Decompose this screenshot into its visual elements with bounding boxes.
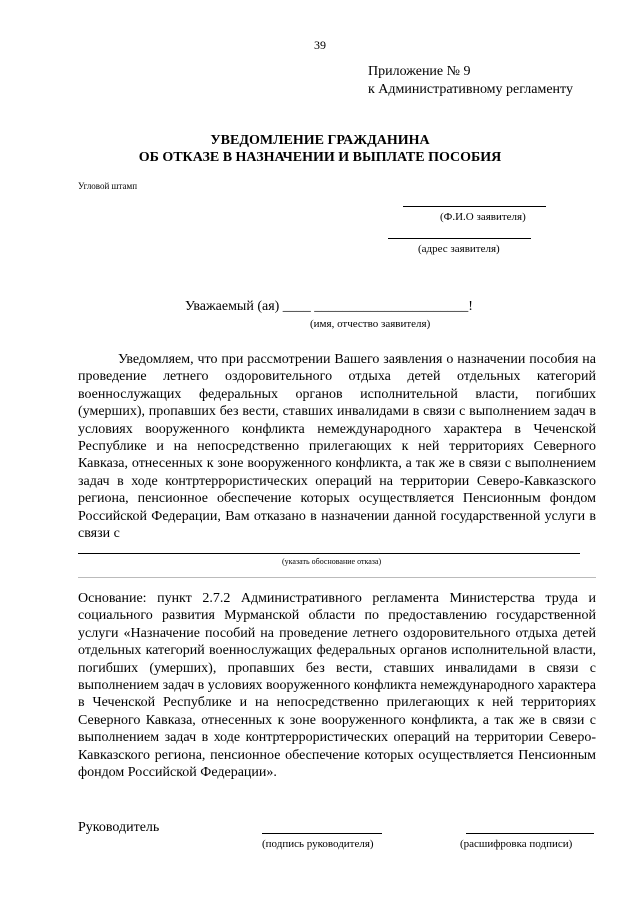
applicant-address-caption: (адрес заявителя) [418, 243, 500, 255]
page-number: 39 [314, 38, 326, 52]
reason-line-1 [78, 553, 580, 554]
signature-decoding-caption: (расшифровка подписи) [460, 838, 573, 850]
greeting-caption: (имя, отчество заявителя) [310, 318, 431, 330]
reason-line-2 [78, 577, 596, 578]
document-title [0, 132, 640, 166]
applicant-name-line [403, 206, 546, 207]
signatory-label: Руководитель [78, 820, 160, 835]
reason-caption: (указать обоснование отказа) [282, 557, 382, 566]
title-line-1: УВЕДОМЛЕНИЕ ГРАЖДАНИНА [210, 133, 430, 148]
applicant-address-line [388, 238, 531, 239]
signature-caption: (подпись руководителя) [262, 838, 374, 850]
title-line-2: ОБ ОТКАЗЕ В НАЗНАЧЕНИИ И ВЫПЛАТЕ ПОСОБИЯ [138, 150, 502, 165]
signature-decoding-line [466, 833, 594, 834]
applicant-name-caption: (Ф.И.О заявителя) [440, 211, 526, 223]
appendix-line-1: Приложение № 9 [368, 64, 471, 79]
appendix-line-2: к Административному регламенту [368, 82, 573, 97]
notice-paragraph-block [78, 351, 596, 542]
basis-paragraph-block [78, 590, 596, 781]
signature-line [262, 833, 382, 834]
basis-paragraph: Основание: пункт 2.7.2 Административного регламента Министерства труда и социального развития Мурманской области по предоставлению государственной услуги «Назначение пособий на проведение летнего оздоровительного отдыха детей отдельных категорий военнослужащих федеральных органов исполнительной власти, погибших (умерших), пропавших без вести, ставших инвалидами в связи с выполнением задач в условиях вооруженного конфликта немеждународного характера в Чеченской Республике и на непосредственно прилегающих к ней территориях Северного Кавказа, отнесенных к зоне вооруженного конфликта, а так же в связи с выполнением задач в ходе контртеррористических операций на территории Северо-Кавказского региона, пенсионное обеспечение которых осуществляется Пенсионным фондом Российской Федерации». [78, 591, 596, 781]
notice-paragraph: Уведомляем, что при рассмотрении Вашего заявления о назначении пособия на проведение летнего оздоровительного отдыха детей отдельных категорий военнослужащих федеральных органов исполнительной власти, погибших (умерших), пропавших без вести, ставших инвалидами в связи с выполнением задач в условиях вооруженного конфликта немеждународного характера в Чеченской Республике и на непосредственно прилегающих к ней территориях Северного Кавказа, отнесенных к зоне вооруженного конфликта, а так же в связи с выполнением задач в ходе контртеррористических операций на территории Северо-Кавказского региона, пенсионное обеспечение которых осуществляется Пенсионным фондом Российской Федерации, Вам отказано в назначении данной государственной услуги в связи с [78, 352, 596, 542]
appendix-reference [368, 63, 573, 99]
corner-stamp-label: Угловой штамп [78, 181, 138, 191]
greeting-text: Уважаемый (ая) ____ ______________________! [185, 299, 473, 314]
